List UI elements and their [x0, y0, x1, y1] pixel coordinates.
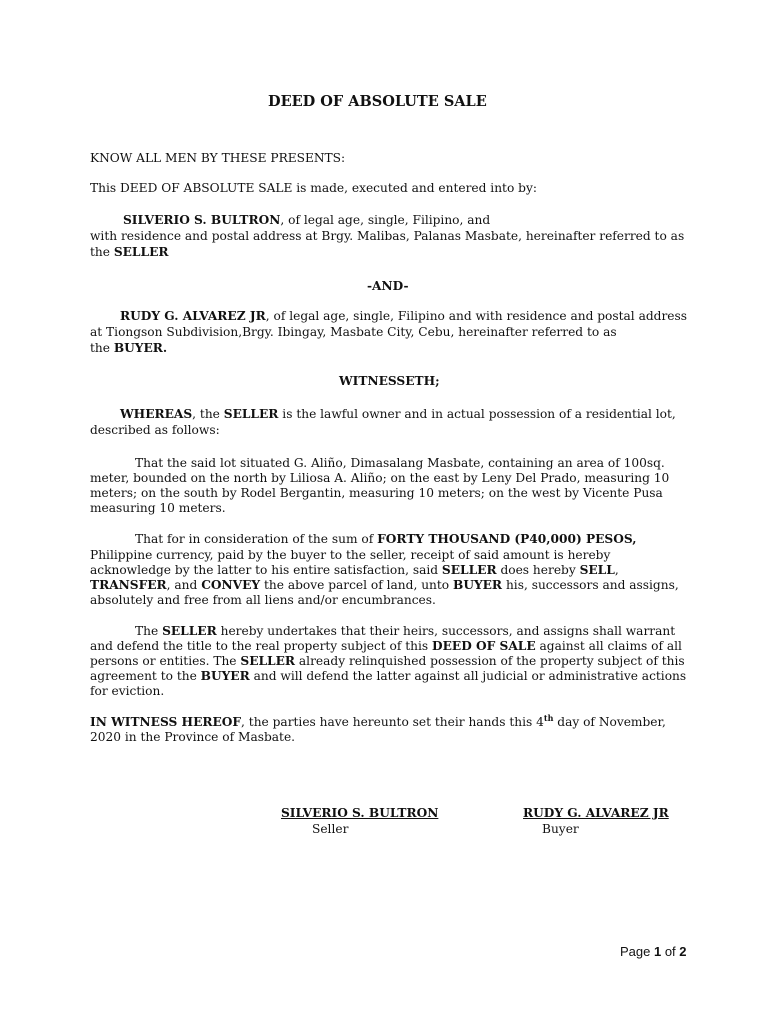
- lot-line-4: measuring 10 meters.: [90, 501, 226, 515]
- consideration-text-3c: ,: [614, 563, 619, 577]
- page-of-word: of: [661, 944, 680, 959]
- day-ordinal-suffix: th: [543, 712, 554, 723]
- in-witness-text-1: , the parties have hereunto set their hands this 4: [241, 715, 544, 729]
- warranty-text-2a: and defend the title to the real property subject of this: [90, 639, 433, 653]
- buyer-signatory-name: RUDY G. ALVAREZ JR: [523, 806, 669, 820]
- page-word: Page: [620, 944, 654, 959]
- seller-line-3: [90, 245, 169, 261]
- whereas-text-2: is the lawful owner and in actual possession of a residential lot,: [278, 407, 676, 421]
- consideration-text-4b: the above parcel of land, unto: [260, 578, 454, 592]
- in-witness-heading: IN WITNESS HEREOF: [90, 715, 242, 729]
- lot-line-3: meters; on the south by Rodel Bergantin, measuring 10 meters; on the west by Vicente Pusa: [90, 486, 663, 500]
- witnesseth-heading: WITNESSETH;: [339, 374, 440, 388]
- buyer-line-3-text: the: [90, 341, 114, 355]
- seller-line-2: with residence and postal address at Brgy. Malibas, Palanas Masbate, hereinafter referred to as: [90, 229, 685, 243]
- buyer-role: BUYER.: [113, 341, 168, 355]
- warranty-deed: DEED OF SALE: [432, 639, 536, 653]
- consideration-seller: SELLER: [441, 563, 497, 577]
- warranty-buyer: BUYER: [200, 669, 250, 683]
- warranty-line-3: [90, 654, 685, 670]
- page-total: 2: [679, 944, 687, 959]
- page-current: 1: [653, 944, 662, 959]
- whereas-line-1: [120, 407, 676, 423]
- warranty-text-2b: against all claims of all: [535, 639, 682, 653]
- warranty-line-1: [135, 624, 675, 640]
- warranty-text-3a: persons or entities. The: [90, 654, 241, 668]
- consideration-text-1: That for in consideration of the sum of: [135, 532, 378, 546]
- know-all-men-line: KNOW ALL MEN BY THESE PRESENTS:: [90, 151, 346, 165]
- lot-line-2: meter, bounded on the north by Liliosa A. Aliño; on the east by Leny Del Prado, measuring 10: [90, 471, 670, 485]
- whereas-seller: SELLER: [223, 407, 279, 421]
- seller-line-3-text: the: [90, 245, 114, 259]
- warranty-line-4: [90, 669, 686, 685]
- document-title: DEED OF ABSOLUTE SALE: [268, 93, 487, 110]
- page-number: [620, 944, 687, 960]
- intro-line: This DEED OF ABSOLUTE SALE is made, executed and entered into by:: [90, 181, 537, 195]
- seller-name: SILVERIO S. BULTRON: [123, 213, 281, 227]
- warranty-text-1b: hereby undertakes that their heirs, successors, and assigns shall warrant: [216, 624, 676, 638]
- seller-line-1: [123, 213, 490, 229]
- in-witness-line-2: 2020 in the Province of Masbate.: [90, 730, 296, 744]
- warranty-seller-2: SELLER: [240, 654, 296, 668]
- consideration-sell: SELL: [579, 563, 615, 577]
- whereas-line-2: described as follows:: [90, 423, 220, 437]
- consideration-line-5: absolutely and free from all liens and/or encumbrances.: [90, 593, 436, 607]
- consideration-text-3b: does hereby: [496, 563, 580, 577]
- consideration-line-3: [90, 563, 619, 579]
- seller-signatory-name: SILVERIO S. BULTRON: [281, 806, 439, 820]
- consideration-text-3a: acknowledge by the latter to his entire satisfaction, said: [90, 563, 442, 577]
- whereas-word: WHEREAS: [120, 407, 193, 421]
- consideration-buyer: BUYER: [453, 578, 503, 592]
- lot-line-1: That the said lot situated G. Aliño, Dimasalang Masbate, containing an area of 100sq.: [135, 456, 665, 470]
- consideration-line-2: Philippine currency, paid by the buyer to the seller, receipt of said amount is hereby: [90, 548, 611, 562]
- whereas-text-1: , the: [192, 407, 224, 421]
- warranty-line-5: for eviction.: [90, 684, 165, 698]
- buyer-name: RUDY G. ALVAREZ JR: [120, 309, 266, 323]
- consideration-transfer: TRANSFER: [90, 578, 167, 592]
- warranty-line-2: [90, 639, 682, 655]
- buyer-line-3: [90, 341, 167, 357]
- buyer-signatory-role: Buyer: [542, 822, 579, 836]
- consideration-amount: FORTY THOUSAND (P40,000) PESOS,: [377, 532, 637, 546]
- consideration-line-1: [135, 532, 636, 548]
- in-witness-text-2: day of November,: [553, 715, 666, 729]
- seller-role: SELLER: [113, 245, 169, 259]
- buyer-line-1-text: , of legal age, single, Filipino and with residence and postal address: [265, 309, 688, 323]
- consideration-text-4a: , and: [166, 578, 202, 592]
- buyer-line-1: [120, 309, 687, 325]
- in-witness-line-1: [90, 712, 666, 731]
- and-separator: -AND-: [367, 279, 409, 293]
- seller-line-1-text: , of legal age, single, Filipino, and: [280, 213, 491, 227]
- warranty-text-4b: and will defend the latter against all judicial or administrative actions: [249, 669, 687, 683]
- warranty-seller: SELLER: [162, 624, 217, 638]
- consideration-text-4c: his, successors and assigns,: [502, 578, 679, 592]
- consideration-line-4: [90, 578, 679, 594]
- seller-signatory-role: Seller: [312, 822, 349, 836]
- warranty-text-4a: agreement to the: [90, 669, 201, 683]
- warranty-text-3b: already relinquished possession of the property subject of this: [295, 654, 685, 668]
- buyer-line-2: at Tiongson Subdivision,Brgy. Ibingay, Masbate City, Cebu, hereinafter referred to as: [90, 325, 617, 339]
- warranty-text-1a: The: [135, 624, 163, 638]
- consideration-convey: CONVEY: [201, 578, 261, 592]
